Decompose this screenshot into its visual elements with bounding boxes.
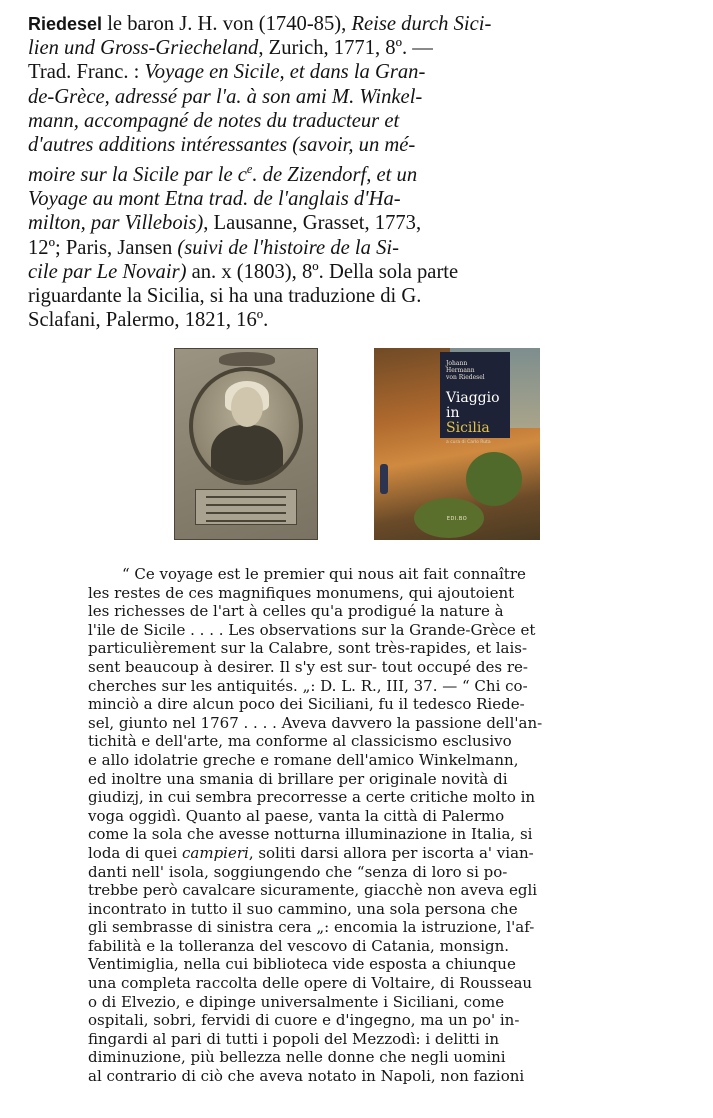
text-run: sent beaucoup à desirer. Il s'y est sur- tout occupé des re- [88, 657, 528, 676]
text-run: minciò a dire alcun poco dei Siciliani, fu il tedesco Riede- [88, 695, 525, 714]
cover-author-line: von Riedesel [446, 374, 485, 381]
quote-line [88, 602, 688, 621]
text-run: Ventimiglia, nella cui biblioteca vide esposta a chiunque [88, 955, 516, 974]
cover-title-block [440, 352, 510, 445]
quote-line [88, 714, 688, 733]
bibliography-entry [28, 12, 688, 333]
portrait-plaque [195, 489, 297, 525]
text-run: , Zurich, 1771, 8º. — [258, 37, 433, 60]
text-run: l'ile de Sicile . . . . Les observations sur la Grande-Grèce et [88, 620, 536, 639]
quote-line [88, 807, 688, 826]
text-run: cherches sur les antiquités. „: D. L. R., III, 37. — “ Chi co- [88, 676, 528, 695]
text-run: trebbe però cavalcare sicuramente, giacchè non aveva egli [88, 881, 538, 900]
quote-line [88, 993, 688, 1012]
quote-line [88, 565, 688, 584]
cover-editor: a cura di Carlo Ruta [446, 440, 491, 445]
entry-line [28, 85, 688, 109]
text-run: Sclafani, Palermo, 1821, 16º. [28, 309, 269, 332]
quote-line [88, 788, 688, 807]
cover-author-line: Johann [446, 360, 468, 367]
quote-line [88, 918, 688, 937]
illustrations [0, 348, 713, 540]
text-run: come la sola che avesse notturna illuminazione in Italia, si [88, 825, 533, 844]
portrait-coat [211, 425, 283, 485]
text-run: fingardi al pari di tutti i popoli del Mezzodì: i delitti in [88, 1029, 500, 1048]
portrait-ribbon [219, 352, 275, 366]
text-run: , soliti darsi allora per iscorta a' vian- [248, 843, 534, 862]
cover-title [446, 391, 504, 436]
quote-line [88, 677, 688, 696]
quote-line [88, 621, 688, 640]
portrait-head [231, 387, 263, 427]
text-run: loda di quei [88, 843, 183, 862]
entry-line [28, 187, 688, 211]
quote-line [88, 770, 688, 789]
text-run: , Lausanne, Grasset, 1773, [203, 212, 422, 235]
quote-line [88, 881, 688, 900]
text-run: tichità e dell'arte, ma conforme al classicismo esclusivo [88, 732, 512, 751]
cover-title-highlight: Sicilia [446, 420, 490, 436]
text-run: ed inoltre una smania di brillare per originale novità di [88, 769, 508, 788]
portrait-oval-frame [189, 367, 303, 485]
entry-line [28, 157, 688, 187]
entry-line [28, 12, 688, 36]
entry-line-text [107, 13, 491, 35]
quote-line [88, 732, 688, 751]
quote-line [88, 844, 688, 863]
entry-line [28, 133, 688, 157]
quote-line [88, 900, 688, 919]
italic-text: Voyage en Sicile, et dans la Gran- [144, 61, 426, 84]
italic-text: cile par Le Novair) [28, 260, 187, 283]
quote-line [88, 863, 688, 882]
portrait-engraving [174, 348, 318, 540]
quote-line [88, 584, 688, 603]
quote-line [88, 658, 688, 677]
entry-line [28, 260, 688, 284]
text-run: al contrario di ciò che aveva notato in Napoli, non fazioni [88, 1067, 525, 1086]
quote-line [88, 1030, 688, 1049]
text-run: particulièrement sur la Calabre, sont très-rapides, et lais- [88, 639, 528, 658]
quote-line [88, 695, 688, 714]
text-run: una completa raccolta delle opere di Voltaire, di Rousseau [88, 974, 533, 993]
text-run: les richesses de l'art à celles qu'a prodigué la nature à [88, 602, 504, 621]
italic-text: Voyage au mont Etna trad. de l'anglais d'Ha- [28, 188, 401, 211]
italic-text: de-Grèce, adressé par l'a. à son ami M. Winkel- [28, 85, 423, 108]
italic-text: campieri [182, 843, 249, 862]
text-run: fabilità e la tolleranza del vescovo di Catania, monsign. [88, 936, 510, 955]
italic-text: d'autres additions intéressantes (savoir, un mé- [28, 134, 416, 157]
quote-line [88, 955, 688, 974]
text-run: gli sembrasse di sinistra cera „: encomia la istruzione, l'af- [88, 918, 535, 937]
cover-title-prefix: in [446, 405, 460, 421]
italic-text: milton, par Villebois) [28, 212, 204, 235]
cover-figure [380, 464, 388, 494]
italic-text: lien und Gross-Griecheland [28, 37, 259, 60]
text-run: riguardante la Sicilia, si ha una traduzione di G. [28, 285, 422, 308]
quote-line [88, 1067, 688, 1086]
entry-line [28, 211, 688, 235]
entry-line [28, 36, 688, 60]
italic-text: mann, accompagné de notes du traducteur et [28, 109, 400, 132]
italic-text: e [246, 162, 253, 177]
text-run: sel, giunto nel 1767 . . . . Aveva davvero la passione dell'an- [88, 713, 543, 732]
entry-line [28, 284, 688, 308]
text-run: incontrato in tutto il suo cammino, una sola persona che [88, 899, 518, 918]
quote-line [88, 1011, 688, 1030]
text-run: 12º; Paris, Jansen [28, 236, 178, 259]
quote-line [88, 937, 688, 956]
italic-text: (suivi de l'histoire de la Si- [177, 236, 399, 259]
cover-author-line: Hermann [446, 367, 475, 374]
entry-line [28, 109, 688, 133]
text-run: Trad. Franc. : [28, 61, 145, 84]
cover-title-line1: Viaggio [446, 390, 500, 406]
italic-text: Reise durch Sici- [351, 13, 492, 35]
quote-line [88, 751, 688, 770]
text-run: danti nell' isola, soggiungendo che “senza di loro si po- [88, 862, 508, 881]
text-run: an. x (1803), 8º. Della sola parte [186, 260, 459, 283]
cover-foliage [466, 452, 522, 506]
entry-line [28, 60, 688, 84]
text-run: e allo idolatrie greche e romane dell'amico Winkelmann, [88, 750, 519, 769]
entry-headword: Riedesel [28, 14, 103, 34]
text-run: giudizj, in cui sembra precorresse a certe critiche molto in [88, 788, 536, 807]
text-run: les restes de ces magnifiques monumens, qui ajoutoient [88, 583, 515, 602]
quote-line [88, 1048, 688, 1067]
text-run: le baron J. H. von (1740-85), [107, 13, 352, 35]
entry-line [28, 308, 688, 332]
text-run: o di Elvezio, e dipinge universalmente i Siciliani, come [88, 992, 505, 1011]
quote-line [88, 974, 688, 993]
quote-line [88, 825, 688, 844]
quotation-block [88, 565, 688, 1086]
text-run: diminuzione, più bellezza nelle donne che negli uomini [88, 1048, 506, 1067]
italic-text: moire sur la Sicile par le c [28, 164, 247, 187]
entry-line [28, 236, 688, 260]
text-run: “ Ce voyage est le premier qui nous ait fait connaître [122, 565, 526, 583]
quote-line [88, 639, 688, 658]
cover-publisher: EDI.BO [446, 516, 468, 522]
italic-text: . de Zizendorf, et un [252, 164, 418, 187]
book-cover [374, 348, 540, 540]
text-run: ospitali, sobri, fervidi di cuore e d'ingegno, ma un po' in- [88, 1011, 520, 1030]
text-run: voga oggidì. Quanto al paese, vanta la città di Palermo [88, 806, 505, 825]
